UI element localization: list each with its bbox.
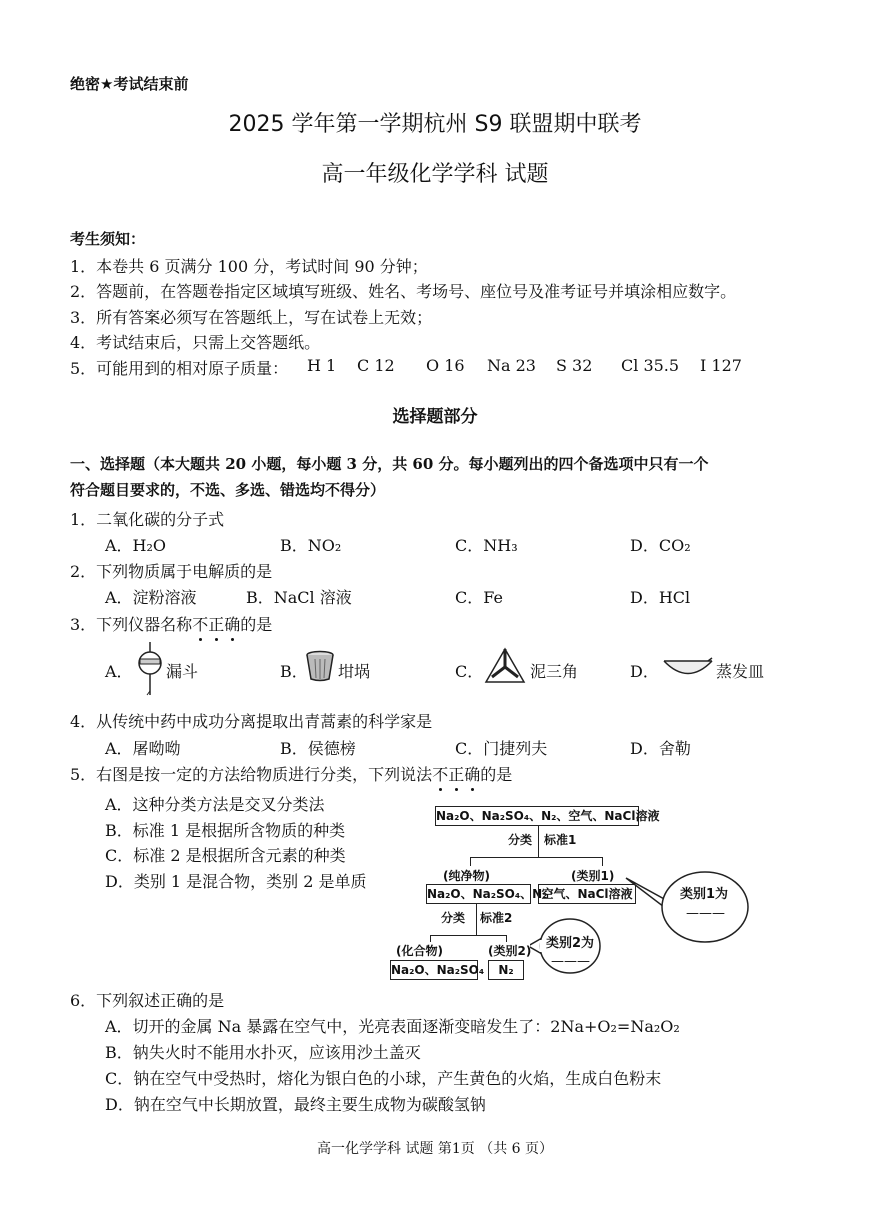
clay-triangle-icon [484, 647, 526, 685]
q3-option-c-letter: C． [455, 662, 484, 681]
stem-text: 5．右图是按一定的方法给物质进行分类，下列说法 [70, 765, 433, 784]
pure-substance-label: (纯净物) [443, 869, 490, 883]
atomic-mass: C 12 [357, 356, 395, 375]
q3-option-b-name: 坩埚 [338, 662, 371, 681]
q5-option-d: D．类别 1 是混合物，类别 2 是单质 [105, 872, 367, 891]
stem-text: 的是 [240, 615, 273, 634]
question-6-stem: 6．下列叙述正确的是 [70, 991, 225, 1010]
part1-instructions-cont: 符合题目要求的，不选、多选、错选均不得分） [70, 481, 386, 499]
connector [538, 826, 539, 857]
connector [470, 857, 603, 858]
q2-option-c: C．Fe [455, 588, 503, 607]
q3-option-a-name: 漏斗 [166, 662, 199, 681]
q3-option-b-letter: B． [280, 662, 308, 681]
q5-option-b: B．标准 1 是根据所含物质的种类 [105, 821, 346, 840]
notice-item: 1．本卷共 6 页满分 100 分，考试时间 90 分钟； [70, 257, 428, 276]
category-1-label: (类别1) [571, 869, 615, 883]
q2-option-d: D．HCl [630, 588, 691, 607]
category-2-label: (类别2) [488, 944, 532, 958]
notice-item: 3．所有答案必须写在答题纸上，写在试卷上无效； [70, 308, 433, 327]
notice-item: 2．答题前，在答题卷指定区域填写班级、姓名、考场号、座位号及准考证号并填涂相应数字。 [70, 282, 737, 301]
emphasis-char: 确 [224, 615, 241, 634]
compound-label: (化合物) [396, 944, 443, 958]
part1-instructions: 一、选择题（本大题共 20 小题，每小题 3 分，共 60 分。每小题列出的四个备选项中只有一个 [70, 455, 709, 473]
q1-option-b: B．NO₂ [280, 536, 342, 555]
exam-title: 2025 学年第一学期杭州 S9 联盟期中联考 [228, 112, 642, 137]
q1-option-c: C．NH₃ [455, 536, 518, 555]
connector [476, 904, 477, 935]
crucible-icon [305, 650, 335, 682]
stem-text: 3．下列仪器名称 [70, 615, 193, 634]
notice-item-5: 5．可能用到的相对原子质量： [70, 359, 289, 378]
stem-text: 的是 [480, 765, 513, 784]
exam-subtitle: 高一年级化学学科 试题 [321, 162, 549, 187]
atomic-mass: H 1 [307, 356, 337, 375]
q3-option-a-letter: A． [105, 662, 133, 681]
q6-option-b: B．钠失火时不能用水扑灭，应该用沙土盖灭 [105, 1043, 421, 1062]
q3-option-d-name: 蒸发皿 [716, 662, 765, 681]
q4-option-d: D．舍勒 [630, 739, 691, 758]
all-substances-box: Na₂O、Na₂SO₄、N₂、空气、NaCl溶液 [435, 806, 639, 826]
atomic-mass: I 127 [700, 356, 742, 375]
atomic-mass: Na 23 [487, 356, 536, 375]
notice-item: 4．考试结束后，只需上交答题纸。 [70, 333, 321, 352]
emphasis-char: 正 [208, 615, 225, 634]
connector [470, 857, 471, 866]
q6-option-d: D．钠在空气中长期放置，最终主要生成物为碳酸氢钠 [105, 1095, 486, 1114]
bubble-2-blank: ——— [551, 954, 590, 969]
category-2-box: N₂ [488, 960, 524, 980]
question-3-stem [70, 612, 272, 635]
notice-heading: 考生须知： [70, 230, 146, 248]
category-1-box: 空气、NaCl溶液 [538, 884, 636, 904]
section-title: 选择题部分 [392, 407, 478, 427]
q1-option-d: D．CO₂ [630, 536, 691, 555]
atomic-mass: O 16 [426, 356, 465, 375]
standard-1-label: 标准1 [544, 833, 577, 847]
emphasis-char: 不 [432, 765, 449, 784]
q3-option-c-name: 泥三角 [530, 662, 579, 681]
q5-option-a: A．这种分类方法是交叉分类法 [105, 795, 325, 814]
q4-option-c: C．门捷列夫 [455, 739, 548, 758]
emphasis-char: 不 [192, 615, 209, 634]
page-footer: 高一化学学科 试题 第1页 （共 6 页） [316, 1141, 554, 1157]
question-4-stem: 4．从传统中药中成功分离提取出青蒿素的科学家是 [70, 712, 433, 731]
funnel-icon [134, 641, 166, 697]
question-5-stem [70, 762, 512, 785]
emphasis-char: 确 [464, 765, 481, 784]
secrecy-label: 绝密★考试结束前 [70, 75, 189, 93]
q3-option-d-letter: D． [630, 662, 659, 681]
connector [506, 935, 507, 942]
atomic-mass: S 32 [556, 356, 593, 375]
compound-box: Na₂O、Na₂SO₄ [390, 960, 478, 980]
q2-option-b: B．NaCl 溶液 [246, 588, 352, 607]
q5-option-c: C．标准 2 是根据所含元素的种类 [105, 846, 346, 865]
classify-label-2: 分类 [441, 911, 466, 925]
q1-option-a: A．H₂O [105, 536, 167, 555]
q6-option-c: C．钠在空气中受热时，熔化为银白色的小球，产生黄色的火焰，生成白色粉末 [105, 1069, 662, 1088]
bubble-1-text: 类别1为 [680, 887, 729, 902]
bubble-1-blank: ——— [686, 906, 725, 921]
q6-option-a: A．切开的金属 Na 暴露在空气中，光亮表面逐渐变暗发生了：2Na+O₂=Na₂O₂ [105, 1017, 680, 1036]
standard-2-label: 标准2 [480, 911, 513, 925]
atomic-mass: Cl 35.5 [621, 356, 680, 375]
q4-option-a: A．屠呦呦 [105, 739, 181, 758]
q2-option-a: A．淀粉溶液 [105, 588, 197, 607]
emphasis-char: 正 [448, 765, 465, 784]
pure-substance-box: Na₂O、Na₂SO₄、N₂ [426, 884, 531, 904]
question-2-stem: 2．下列物质属于电解质的是 [70, 562, 273, 581]
bubble-2-text: 类别2为 [546, 936, 595, 951]
evaporating-dish-icon [662, 656, 714, 678]
q4-option-b: B．侯德榜 [280, 739, 356, 758]
classify-label-1: 分类 [508, 833, 533, 847]
connector [430, 935, 431, 942]
question-1-stem: 1．二氧化碳的分子式 [70, 510, 225, 529]
connector [430, 935, 507, 936]
